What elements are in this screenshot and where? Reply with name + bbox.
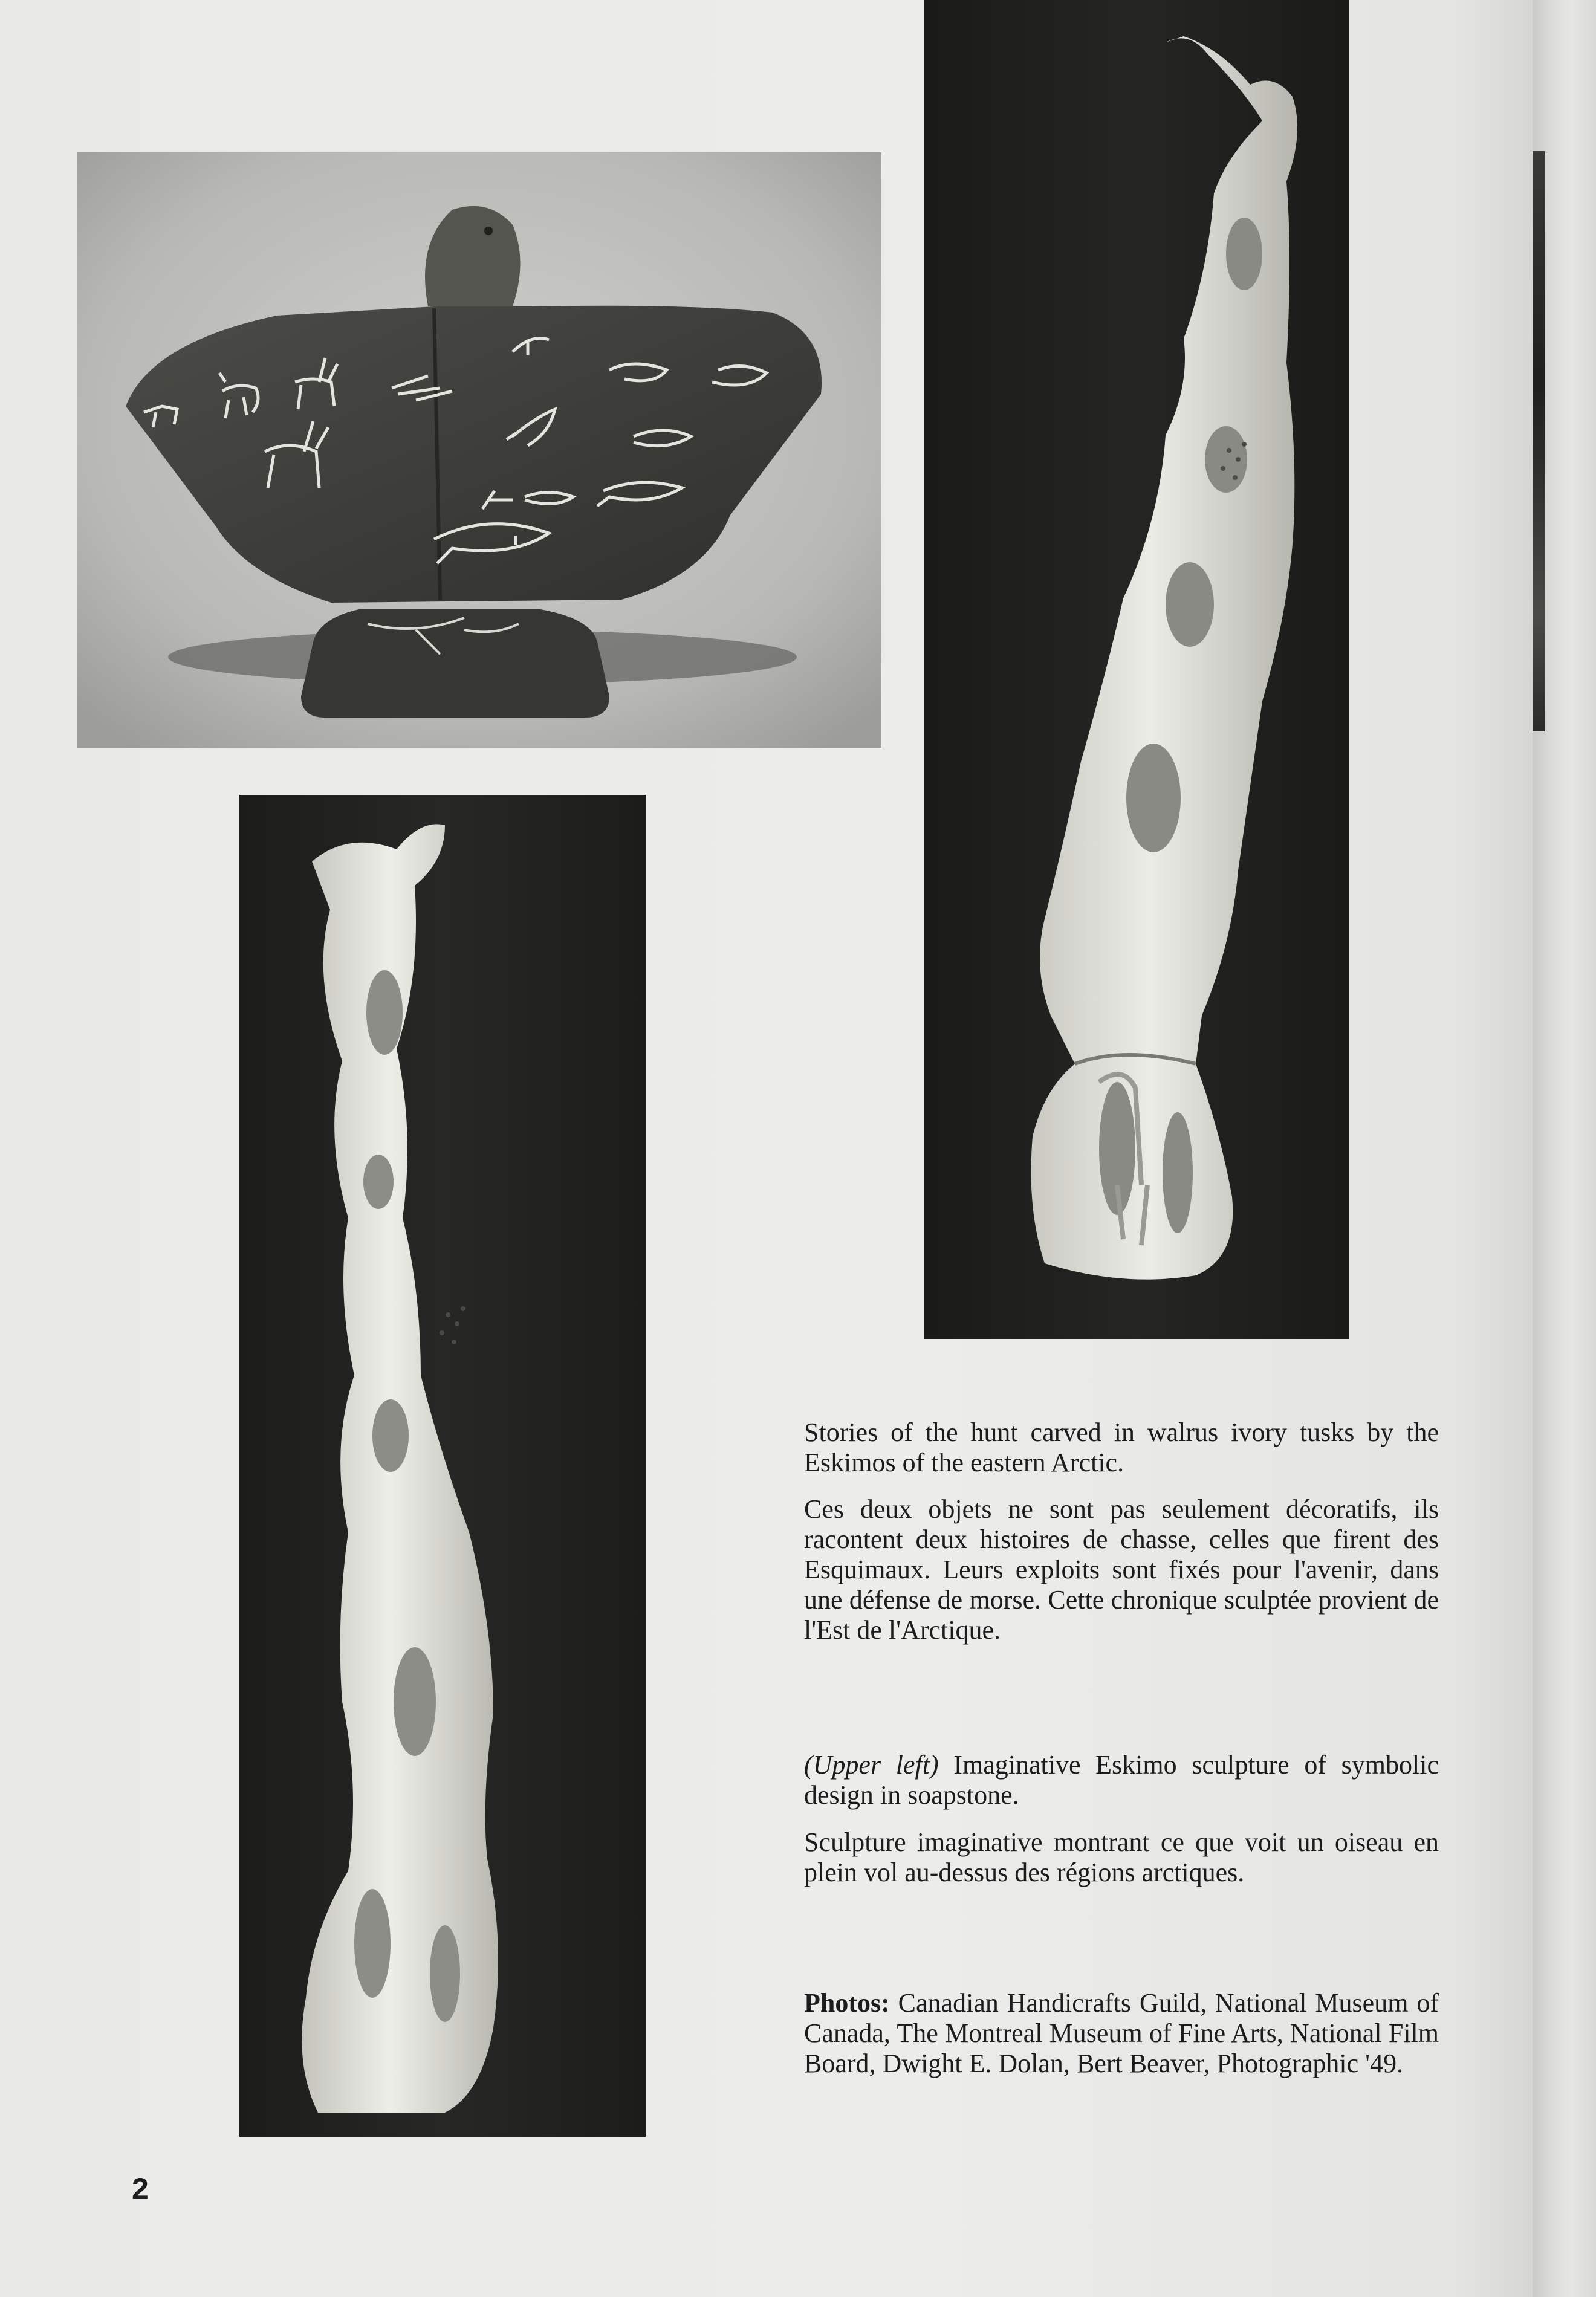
- ivory-tusk-photo-left: [239, 795, 646, 2137]
- page-number: 2: [132, 2172, 149, 2206]
- photo-credits-text: Canadian Handicrafts Guild, National Museum of Canada, The Montreal Museum of Fine Arts, National Film Board, Dwight E. Dolan, Bert Beaver, Photographic '49.: [804, 1988, 1439, 2078]
- spine-shadow-strip: [1533, 151, 1545, 731]
- photo-credits: [804, 1988, 1439, 2079]
- caption-soapstone-english: [804, 1750, 1439, 1810]
- caption-walrus-tusks-english: Stories of the hunt carved in walrus ivory tusks by the Eskimos of the eastern Arctic.: [804, 1417, 1439, 1477]
- caption-position-label: (Upper left): [804, 1750, 939, 1780]
- photo-credits-label: Photos:: [804, 1988, 890, 2018]
- caption-walrus-tusks-french: Ces deux objets ne sont pas seulement décoratifs, ils racontent deux histoires de chasse, celles que firent des Esquimaux. Leurs exploits sont fixés pour l'avenir, dans une défense de morse. Cette chronique sculptée provient de l'Est de l'Arctique.: [804, 1494, 1439, 1645]
- ivory-tusk-photo-right: [924, 0, 1349, 1339]
- caption-soapstone-text: Imaginative Eskimo sculpture of symbolic design in soapstone.: [804, 1750, 1439, 1810]
- soapstone-sculpture-photo: [77, 152, 881, 748]
- caption-soapstone-french: Sculpture imaginative montrant ce que voit un oiseau en plein vol au-dessus des régions arctiques.: [804, 1827, 1439, 1887]
